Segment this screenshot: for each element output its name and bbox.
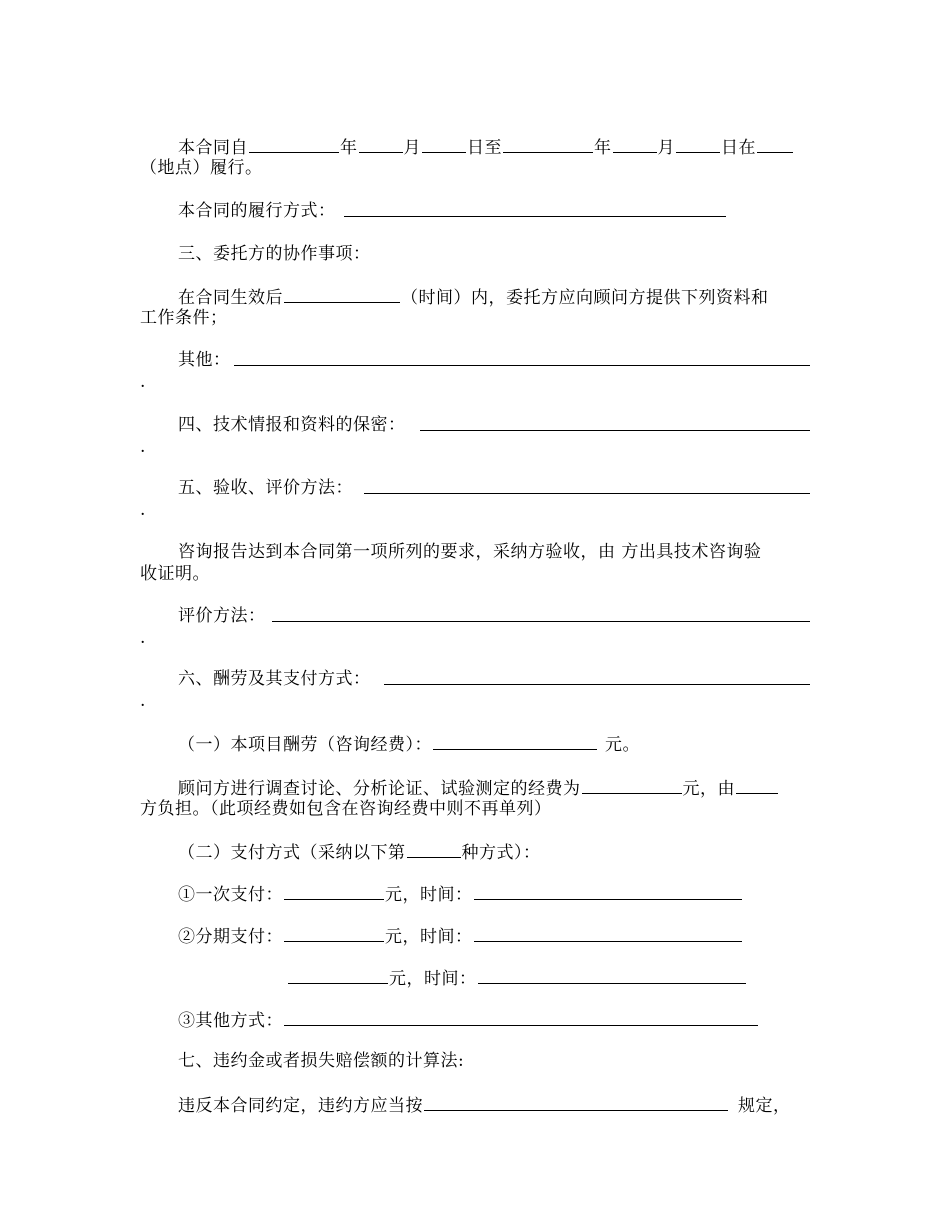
other-payment-label: ③其他方式： [178,1011,283,1031]
installment-time-blank-2[interactable] [478,966,746,984]
breach-line [178,1093,791,1115]
other-payment-line [178,1008,759,1030]
expense-amount-blank[interactable] [582,776,682,794]
period-text-start: 本合同自 [178,138,248,158]
period-mark: . [140,691,146,711]
yuan-label: 元。 [605,735,640,755]
evaluation-label: 评价方法： [178,606,266,626]
acceptance-text: 咨询报告达到本合同第一项所列的要求，采纳方验收，由 方出具技术咨询验 [178,542,762,562]
start-month-blank[interactable] [359,135,403,153]
payment-method-text: （二）支付方式（采纳以下第 [178,843,406,863]
expense-line-2: 方负担。（此项经费如包含在咨询经费中则不再单列） [140,799,552,819]
expense-text: 顾问方进行调查讨论、分析论证、试验测定的经费为 [178,779,581,799]
fee-amount-blank[interactable] [433,732,597,750]
expense-by-label: 元，由 [682,779,735,799]
section-7-title: 七、违约金或者损失赔偿额的计算法: [178,1051,465,1071]
location-blank[interactable] [757,135,793,153]
payment-blank[interactable] [384,684,810,685]
lump-sum-label: ①一次支付： [178,885,283,905]
installment-line-2 [287,966,747,988]
section-6-title: 六、酬劳及其支付方式： [178,669,371,689]
breach-rule-blank[interactable] [424,1093,728,1111]
section-4-title: 四、技术情报和资料的保密： [178,415,406,435]
cooperation-text-a: 在合同生效后 [178,288,283,308]
installment-line [178,924,743,946]
yuan-time-label: 元，时间： [385,927,473,947]
period-mark: . [140,628,146,648]
installment-amount-blank[interactable] [284,924,384,942]
yuan-time-label: 元，时间： [385,885,473,905]
acceptance-method-blank[interactable] [364,493,810,494]
period-line-2: （地点）履行。 [140,158,263,178]
time-blank[interactable] [284,285,400,303]
payment-option-blank[interactable] [407,840,461,858]
section-5-title: 五、验收、评价方法： [178,478,353,498]
other-payment-blank[interactable] [284,1008,758,1026]
year-label: 年 [594,138,612,158]
lump-sum-time-blank[interactable] [474,882,742,900]
month-label: 月 [657,138,675,158]
acceptance-text-2: 收证明。 [140,564,210,584]
end-day-blank[interactable] [676,135,720,153]
period-mark: . [140,372,146,392]
breach-text: 违反本合同约定，违约方应当按 [178,1096,423,1116]
other-label: 其他： [178,350,231,370]
cooperation-line [178,285,769,307]
end-month-blank[interactable] [613,135,657,153]
lump-sum-amount-blank[interactable] [284,882,384,900]
installment-time-blank[interactable] [474,924,742,942]
day-to-label: 日至 [467,138,502,158]
section-3-title: 三、委托方的协作事项： [178,244,371,264]
cooperation-line-2: 工作条件； [140,308,228,328]
breach-suffix: 规定， [738,1096,791,1116]
confidentiality-blank[interactable] [420,430,810,431]
start-year-blank[interactable] [249,135,339,153]
cooperation-text-b: （时间）内，委托方应向顾问方提供下列资料和 [401,288,769,308]
period-mark: . [140,500,146,520]
yuan-time-label: 元，时间： [389,969,477,989]
period-mark: . [140,437,146,457]
lump-sum-line [178,882,743,904]
month-label: 月 [403,138,421,158]
installment-amount-blank-2[interactable] [288,966,388,984]
end-year-blank[interactable] [503,135,593,153]
method-label: 本合同的履行方式： [178,201,336,221]
payment-method-suffix: 种方式）： [461,843,541,863]
evaluation-blank[interactable] [272,621,810,622]
payment-method-line [178,840,541,862]
fee-label: （一）本项目酬劳（咨询经费）： [178,735,432,755]
day-at-label: 日在 [721,138,756,158]
fee-line [178,732,640,754]
expense-line [178,776,779,798]
other-blank[interactable] [234,365,810,366]
start-day-blank[interactable] [422,135,466,153]
year-label: 年 [340,138,358,158]
method-blank[interactable] [344,216,726,217]
expense-party-blank[interactable] [736,776,778,794]
period-line [178,135,794,157]
installment-label: ②分期支付： [178,927,283,947]
